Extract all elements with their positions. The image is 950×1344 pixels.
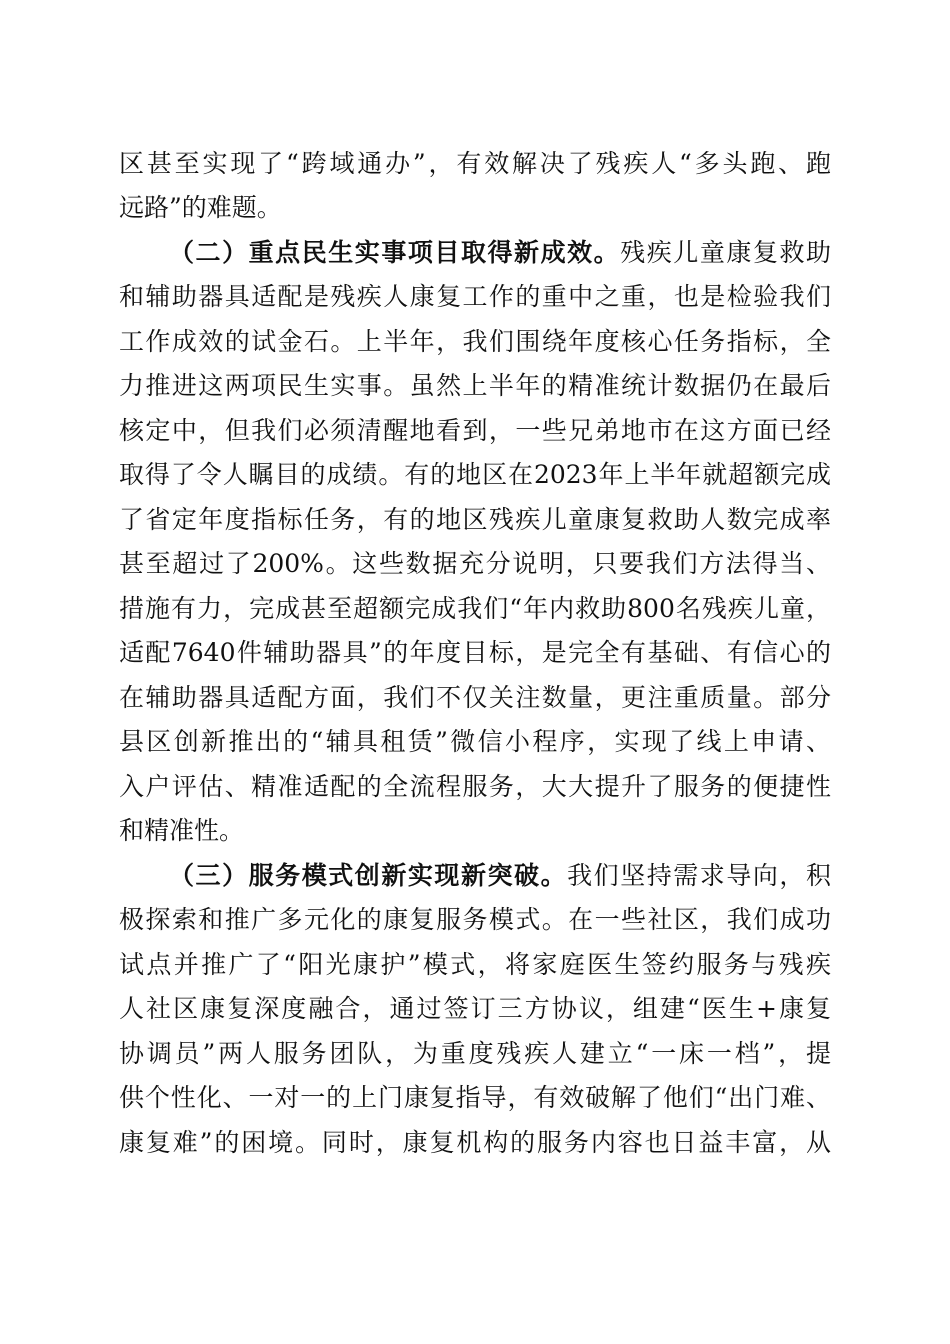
paragraph-line: 适配7640件辅助器具”的年度目标，是完全有基础、有信心的 <box>119 638 831 667</box>
paragraph-line: 了省定年度指标任务，有的地区残疾儿童康复救助人数完成率 <box>119 505 831 534</box>
paragraph-line: 人社区康复深度融合，通过签订三方协议，组建“医生+康复 <box>119 994 831 1023</box>
section-3-heading: （三）服务模式创新实现新突破。 <box>169 861 568 890</box>
paragraph-line: 在辅助器具适配方面，我们不仅关注数量，更注重质量。部分 <box>119 683 831 712</box>
section-3-first-line <box>169 854 831 898</box>
paragraph-line: 协调员”两人服务团队，为重度残疾人建立“一床一档”，提 <box>119 1039 831 1068</box>
section-2-text: 残疾儿童康复救助 <box>620 238 831 267</box>
paragraph-line: 和精准性。 <box>119 816 245 845</box>
paragraph-line: 和辅助器具适配是残疾人康复工作的重中之重，也是检验我们 <box>119 282 831 311</box>
paragraph-line: 康复难”的困境。同时，康复机构的服务内容也日益丰富，从 <box>119 1128 831 1157</box>
paragraph-line: 供个性化、一对一的上门康复指导，有效破解了他们“出门难、 <box>119 1083 831 1112</box>
section-2-heading: （二）重点民生实事项目取得新成效。 <box>169 238 621 267</box>
paragraph-line: 措施有力，完成甚至超额完成我们“年内救助800名残疾儿童， <box>119 594 831 623</box>
section-3-text: 我们坚持需求导向，积 <box>567 861 831 890</box>
paragraph-line: 力推进这两项民生实事。虽然上半年的精准统计数据仍在最后 <box>119 371 831 400</box>
paragraph-line: 试点并推广了“阳光康护”模式，将家庭医生签约服务与残疾 <box>119 950 831 979</box>
paragraph-line: 甚至超过了200%。这些数据充分说明，只要我们方法得当、 <box>119 549 831 578</box>
paragraph-line: 区甚至实现了“跨域通办”，有效解决了残疾人“多头跑、跑 <box>119 149 831 178</box>
paragraph-line: 取得了令人瞩目的成绩。有的地区在2023年上半年就超额完成 <box>119 460 831 489</box>
paragraph-line: 远路”的难题。 <box>119 193 282 222</box>
paragraph-line: 县区创新推出的“辅具租赁”微信小程序，实现了线上申请、 <box>119 727 831 756</box>
paragraph-line: 极探索和推广多元化的康复服务模式。在一些社区，我们成功 <box>119 905 831 934</box>
paragraph-line: 入户评估、精准适配的全流程服务，大大提升了服务的便捷性 <box>119 772 831 801</box>
section-2-first-line <box>169 231 831 275</box>
paragraph-line: 核定中，但我们必须清醒地看到，一些兄弟地市在这方面已经 <box>119 416 831 445</box>
paragraph-line: 工作成效的试金石。上半年，我们围绕年度核心任务指标，全 <box>119 327 831 356</box>
